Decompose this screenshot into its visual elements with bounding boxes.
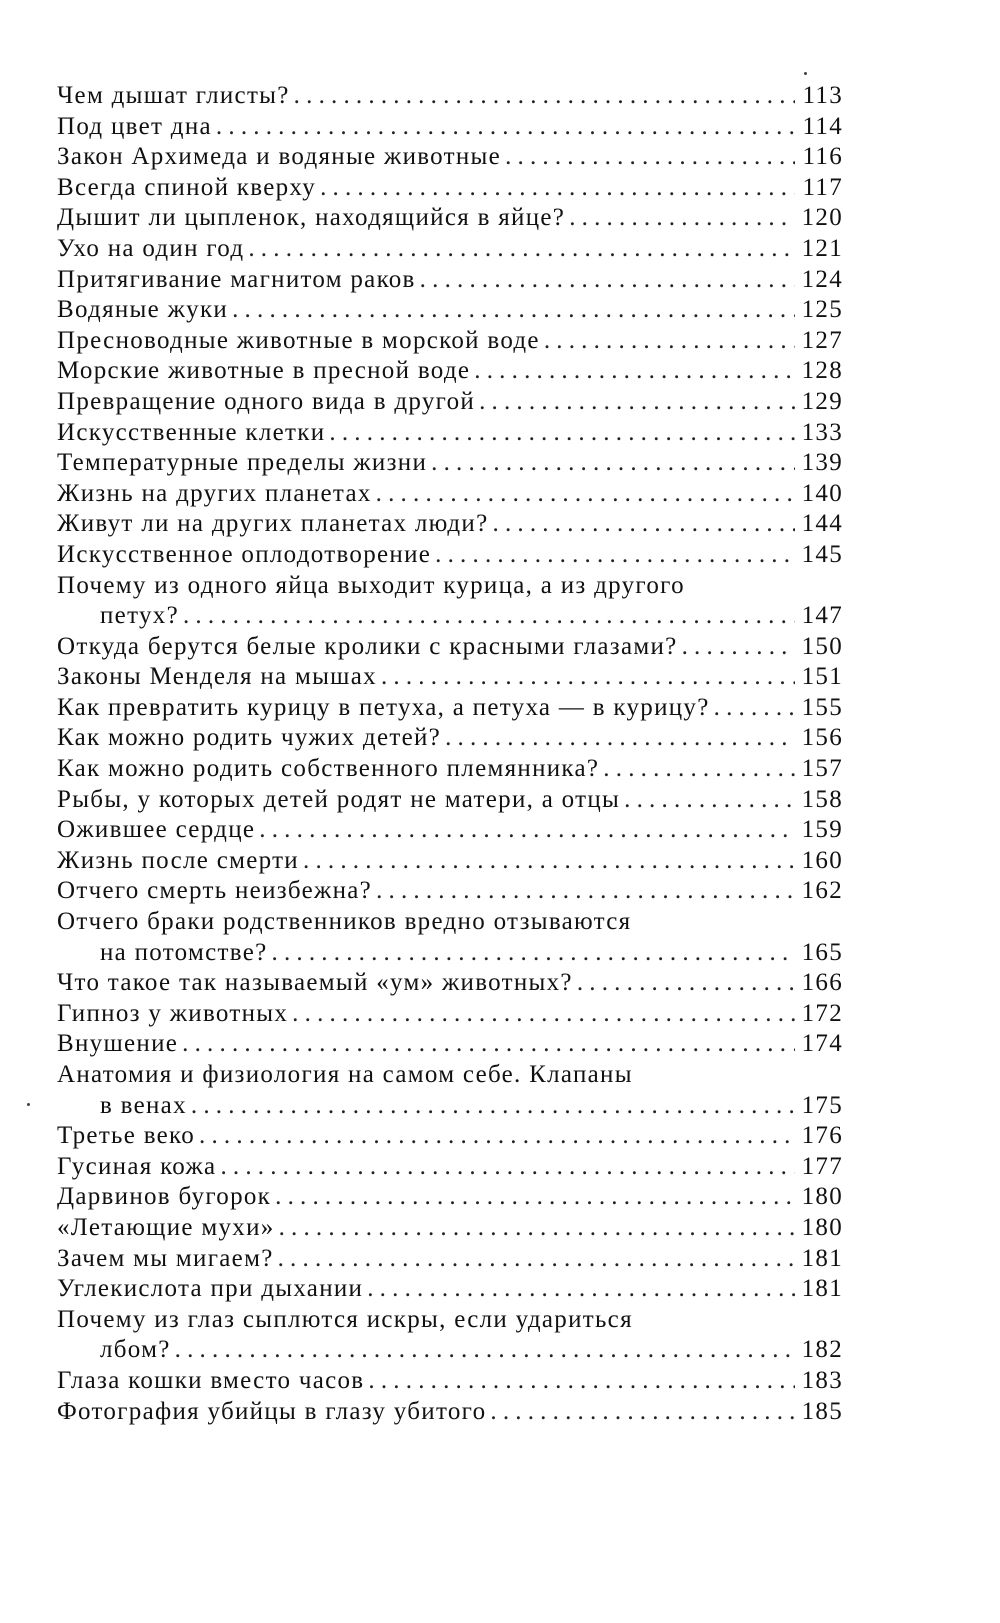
toc-entry-title: Чем дышат глисты?	[57, 82, 290, 109]
toc-page-number: 125	[801, 296, 843, 324]
dot-leader	[320, 174, 795, 202]
toc-entry-line	[57, 1306, 843, 1337]
toc-entry-title: Искусственное оплодотворение	[57, 540, 432, 568]
toc-page-number: 127	[801, 326, 843, 354]
toc-entry	[57, 877, 843, 908]
table-of-contents	[57, 82, 843, 1428]
toc-entry-title: Жизнь после смерти	[57, 846, 299, 874]
toc-entry	[57, 357, 843, 388]
toc-entry-title: Ухо на один год	[57, 234, 245, 262]
toc-entry-title: Под цвет дна	[57, 112, 212, 140]
toc-entry	[57, 266, 843, 297]
toc-page-number: 120	[801, 204, 843, 232]
toc-entry	[57, 847, 843, 878]
toc-entry	[57, 755, 843, 786]
dot-leader	[474, 357, 795, 385]
dot-leader	[259, 816, 795, 844]
toc-entry	[57, 113, 843, 144]
toc-page-number: 124	[801, 265, 843, 293]
toc-entry-title: Третье веко	[57, 1122, 196, 1150]
toc-entry	[57, 1214, 843, 1245]
toc-entry-title: Превращение одного вида в другой	[57, 387, 476, 415]
print-speck	[804, 72, 807, 75]
dot-leader	[445, 724, 795, 752]
toc-entry	[57, 510, 843, 541]
toc-entry-title: Морские животные в пресной воде	[57, 357, 471, 385]
dot-leader	[367, 1275, 795, 1303]
toc-entry	[57, 235, 843, 266]
toc-entry	[57, 1183, 843, 1214]
dot-leader	[248, 235, 795, 263]
toc-page-number: 176	[801, 1122, 843, 1150]
toc-entry-title: Притягивание магнитом раков	[57, 265, 416, 293]
dot-leader	[292, 1000, 795, 1028]
toc-page-number: 155	[801, 693, 843, 721]
toc-page-number: 180	[801, 1213, 843, 1241]
toc-entry-title: Отчего смерть неизбежна?	[57, 877, 373, 905]
toc-page-number: 157	[801, 755, 843, 783]
toc-page-number: 145	[801, 540, 843, 568]
toc-entry-title: Ожившее сердце	[57, 816, 256, 844]
toc-entry-title-continuation: лбом?	[100, 1336, 171, 1364]
dot-leader	[431, 449, 795, 477]
dot-leader	[376, 480, 795, 508]
toc-entry-title: Почему из глаз сыплются искры, если удариться	[57, 1305, 633, 1333]
toc-entry	[57, 388, 843, 419]
dot-leader	[682, 633, 795, 661]
dot-leader	[493, 510, 796, 538]
dot-leader	[479, 388, 795, 416]
dot-leader	[216, 113, 795, 141]
dot-leader	[175, 1336, 795, 1364]
toc-entry	[57, 1398, 843, 1429]
dot-leader	[603, 755, 795, 783]
toc-entry-title: Гусиная кожа	[57, 1152, 217, 1180]
toc-page-number: 133	[801, 418, 843, 446]
toc-page-number: 140	[801, 479, 843, 507]
toc-page-number: 162	[801, 877, 843, 905]
dot-leader	[199, 1122, 795, 1150]
dot-leader	[220, 1153, 795, 1181]
toc-entry	[57, 204, 843, 235]
toc-entry-title: Внушение	[57, 1030, 179, 1058]
toc-entry	[57, 296, 843, 327]
toc-entry-title: Почему из одного яйца выходит курица, а из другого	[57, 571, 685, 599]
toc-page-number: 160	[801, 846, 843, 874]
toc-entry	[57, 1153, 843, 1184]
toc-entry-title-continuation: петух?	[100, 602, 179, 630]
dot-leader	[544, 327, 795, 355]
toc-entry-title: Что такое так называемый «ум» животных?	[57, 969, 573, 997]
toc-entry	[57, 786, 843, 817]
toc-page-number: 158	[801, 785, 843, 813]
dot-leader	[191, 1092, 795, 1120]
dot-leader	[435, 541, 795, 569]
dot-leader	[714, 694, 795, 722]
toc-page-number: 159	[801, 816, 843, 844]
toc-entry-title: Водяные жуки	[57, 296, 229, 324]
toc-entry	[57, 816, 843, 847]
toc-entry	[57, 1000, 843, 1031]
toc-entry-title: Жизнь на других планетах	[57, 479, 372, 507]
toc-entry-title: Законы Менделя на мышах	[57, 663, 377, 691]
dot-leader	[376, 877, 795, 905]
toc-entry-title: Живут ли на других планетах люди?	[57, 510, 489, 538]
dot-leader	[381, 663, 795, 691]
toc-entry	[57, 143, 843, 174]
dot-leader	[368, 1367, 795, 1395]
dot-leader	[278, 1245, 795, 1273]
toc-page-number: 174	[801, 1030, 843, 1058]
toc-page-number: 151	[801, 663, 843, 691]
toc-entry	[57, 449, 843, 480]
dot-leader	[577, 969, 795, 997]
toc-page-number: 129	[801, 387, 843, 415]
toc-entry-title: Фотография убийцы в глазу убитого	[57, 1397, 487, 1425]
toc-entry	[57, 1122, 843, 1153]
toc-entry	[57, 480, 843, 511]
toc-entry	[57, 724, 843, 755]
toc-entry	[57, 694, 843, 725]
toc-entry-title-continuation: в венах	[100, 1091, 187, 1119]
toc-entry-title: Как можно родить собственного племянника?	[57, 755, 600, 783]
dot-leader	[420, 266, 795, 294]
toc-page-number: 181	[801, 1244, 843, 1272]
dot-leader	[329, 419, 795, 447]
toc-entry-title: Рыбы, у которых детей родят не матери, а отцы	[57, 785, 621, 813]
toc-page-number: 114	[802, 112, 843, 140]
toc-entry-title: Температурные пределы жизни	[57, 449, 428, 477]
dot-leader	[279, 1214, 795, 1242]
dot-leader	[272, 939, 796, 967]
toc-page-number: 128	[801, 357, 843, 385]
toc-page-number: 166	[801, 969, 843, 997]
toc-page-number: 181	[801, 1275, 843, 1303]
toc-entry	[57, 1367, 843, 1398]
toc-entry-title: «Летающие мухи»	[57, 1213, 275, 1241]
toc-entry	[57, 969, 843, 1000]
toc-page-number: 121	[801, 234, 843, 262]
toc-page-number: 116	[802, 143, 843, 171]
toc-entry-title: Искусственные клетки	[57, 418, 326, 446]
toc-entry	[57, 327, 843, 358]
toc-page-number: 172	[801, 999, 843, 1027]
dot-leader	[505, 143, 795, 171]
toc-entry	[57, 1275, 843, 1306]
toc-entry-title: Гипноз у животных	[57, 999, 289, 1027]
toc-entry-title: Всегда спиной кверху	[57, 173, 317, 201]
dot-leader	[569, 204, 795, 232]
toc-entry-title: Зачем мы мигаем?	[57, 1244, 274, 1272]
toc-entry-line	[57, 1061, 843, 1092]
toc-entry-title: Дарвинов бугорок	[57, 1183, 272, 1211]
toc-entry-line	[57, 939, 843, 970]
toc-page-number: 165	[801, 938, 843, 966]
toc-entry-title: Как можно родить чужих детей?	[57, 724, 442, 752]
dot-leader	[294, 82, 795, 110]
toc-page-number: 183	[801, 1366, 843, 1394]
toc-entry-title: Отчего браки родственников вредно отзываются	[57, 908, 632, 936]
toc-entry-title-continuation: на потомстве?	[100, 938, 268, 966]
toc-entry	[57, 174, 843, 205]
toc-page-number: 113	[802, 82, 843, 109]
toc-entry	[57, 1245, 843, 1276]
toc-entry-title: Углекислота при дыхании	[57, 1275, 364, 1303]
toc-entry-title: Глаза кошки вместо часов	[57, 1366, 365, 1394]
toc-page-number: 180	[801, 1183, 843, 1211]
toc-entry-title: Пресноводные животные в морской воде	[57, 326, 540, 354]
toc-entry	[57, 82, 843, 113]
toc-entry-title: Закон Архимеда и водяные животные	[57, 143, 502, 171]
print-speck	[27, 1103, 30, 1106]
dot-leader	[490, 1398, 795, 1426]
toc-entry-title: Как превратить курицу в петуха, а петуха — в курицу?	[57, 693, 710, 721]
toc-entry-title: Откуда берутся белые кролики с красными глазами?	[57, 632, 678, 660]
toc-entry	[57, 633, 843, 664]
toc-page-number: 156	[801, 724, 843, 752]
toc-page-number: 147	[801, 602, 843, 630]
dot-leader	[183, 602, 795, 630]
toc-page-number: 185	[801, 1397, 843, 1425]
dot-leader	[275, 1183, 795, 1211]
dot-leader	[303, 847, 795, 875]
toc-page-number: 117	[802, 173, 843, 201]
toc-entry	[57, 1030, 843, 1061]
toc-page-number: 182	[801, 1336, 843, 1364]
toc-entry-line	[57, 1092, 843, 1123]
toc-entry-line	[57, 602, 843, 633]
toc-entry-line	[57, 908, 843, 939]
toc-entry	[57, 663, 843, 694]
toc-entry-title: Анатомия и физиология на самом себе. Клапаны	[57, 1061, 633, 1088]
toc-page-number: 139	[801, 449, 843, 477]
toc-entry-line	[57, 572, 843, 603]
dot-leader	[624, 786, 795, 814]
toc-entry-line	[57, 1336, 843, 1367]
toc-page-number: 175	[801, 1091, 843, 1119]
dot-leader	[232, 296, 795, 324]
toc-page-number: 177	[801, 1152, 843, 1180]
toc-entry	[57, 419, 843, 450]
toc-page-number: 150	[801, 632, 843, 660]
toc-entry	[57, 541, 843, 572]
toc-entry-title: Дышит ли цыпленок, находящийся в яйце?	[57, 204, 566, 232]
toc-page-number: 144	[801, 510, 843, 538]
dot-leader	[182, 1030, 795, 1058]
